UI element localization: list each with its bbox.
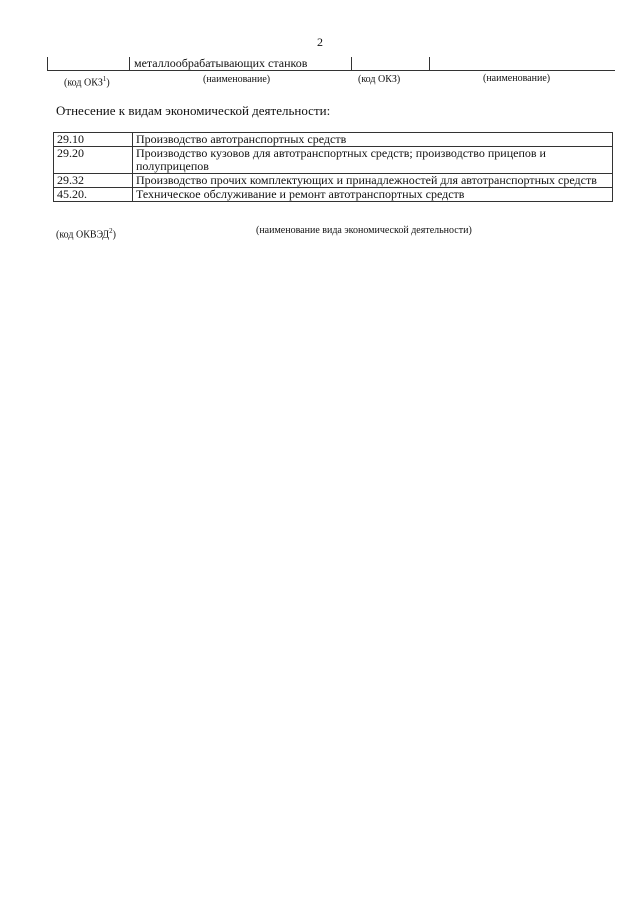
okved-row bbox=[54, 174, 613, 188]
section-title: Отнесение к видам экономической деятельности: bbox=[56, 103, 331, 118]
okz-code-1-cell bbox=[48, 57, 130, 71]
okved-code: 29.32 bbox=[54, 174, 133, 188]
okved-code-caption: (код ОКВЭД$^2$) bbox=[56, 227, 116, 241]
okved-name: Техническое обслуживание и ремонт автотранспортных средств bbox=[133, 188, 613, 202]
okz-code-2-caption: (код ОКЗ) bbox=[358, 74, 401, 85]
okved-name: Производство кузовов для автотранспортных средств; производство прицепов и полуприцепов bbox=[133, 147, 613, 174]
okved-code: 45.20. bbox=[54, 188, 133, 202]
okved-row bbox=[54, 188, 613, 202]
okz-name-1-caption: (наименование) bbox=[203, 74, 271, 85]
okved-name-caption: (наименование вида экономической деятельности) bbox=[256, 225, 472, 236]
okz-name-2-caption: (наименование) bbox=[483, 73, 551, 84]
okved-name: Производство автотранспортных средств bbox=[133, 133, 613, 147]
okz-row bbox=[48, 57, 615, 71]
okz-code-1-caption: (код ОКЗ$^1$) bbox=[64, 75, 110, 89]
okved-name: Производство прочих комплектующих и принадлежностей для автотранспортных средств bbox=[133, 174, 613, 188]
okz-name-1-cell: металлообрабатывающих станков bbox=[130, 57, 352, 71]
okz-code-2-cell bbox=[352, 57, 430, 71]
okved-row bbox=[54, 147, 613, 174]
okved-code: 29.10 bbox=[54, 133, 133, 147]
okved-row bbox=[54, 133, 613, 147]
page-number: 2 bbox=[317, 35, 323, 49]
okz-table bbox=[47, 57, 615, 71]
okved-table bbox=[53, 132, 613, 202]
okved-code: 29.20 bbox=[54, 147, 133, 174]
okz-name-2-cell bbox=[430, 57, 615, 71]
